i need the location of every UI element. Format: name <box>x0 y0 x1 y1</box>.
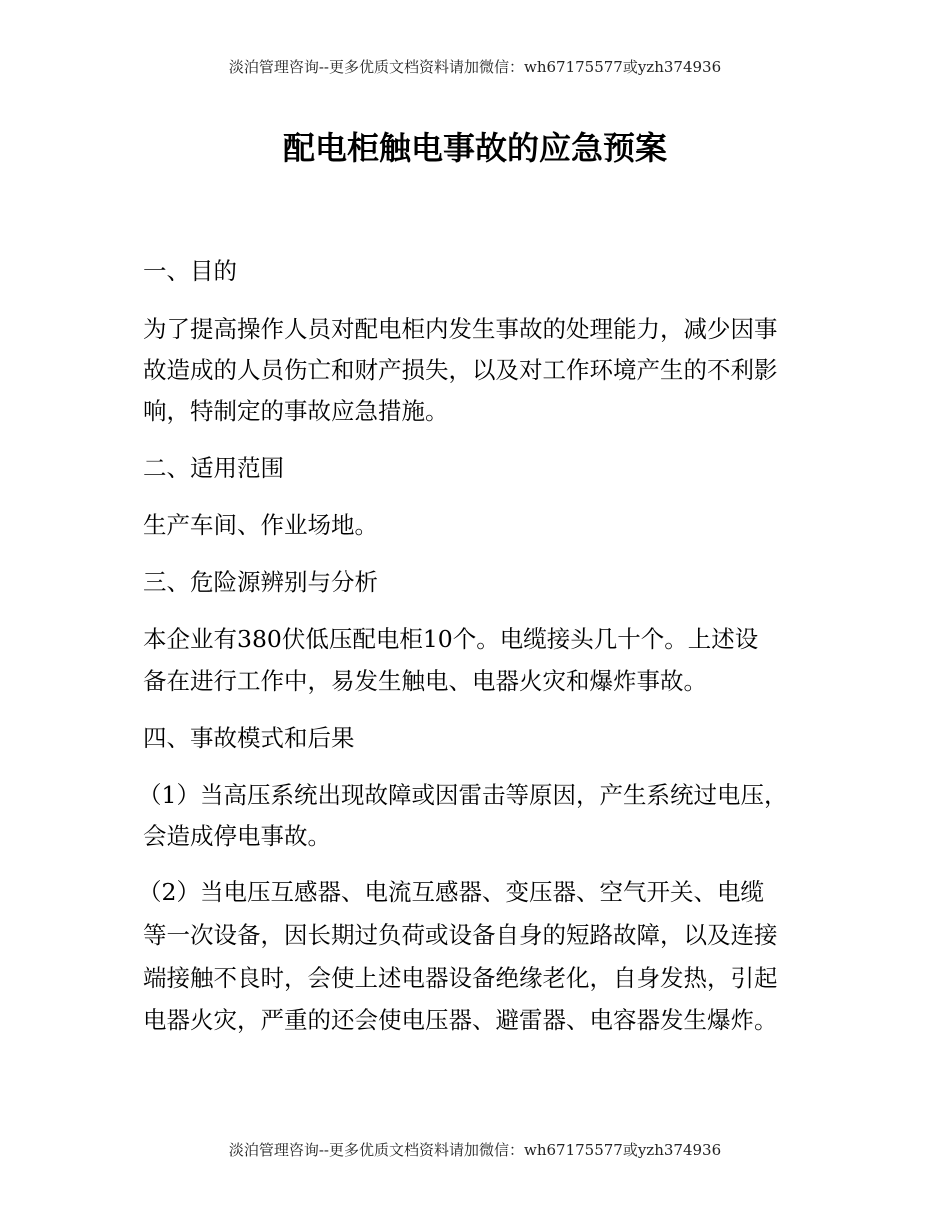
paragraph-line: 生产车间、作业场地。 <box>143 511 378 539</box>
section-heading-purpose: 一、目的 <box>143 257 237 285</box>
section-heading-hazard: 三、危险源辨别与分析 <box>143 568 378 596</box>
paragraph-line: 备在进行工作中，易发生触电、电器火灾和爆炸事故。 <box>143 667 707 695</box>
paragraph-line: 会造成停电事故。 <box>143 822 331 850</box>
paragraph-line: 电器火灾，严重的还会使电压器、避雷器、电容器发生爆炸。 <box>143 1006 778 1034</box>
section-heading-scope: 二、适用范围 <box>143 454 284 482</box>
paragraph-line: 端接触不良时，会使上述电器设备绝缘老化，自身发热，引起 <box>143 964 778 992</box>
document-title: 配电柜触电事故的应急预案 <box>282 129 667 167</box>
page-footer-watermark: 淡泊管理咨询--更多优质文档资料请加微信：wh67175577或yzh374936 <box>228 1141 722 1159</box>
paragraph-line: （2）当电压互感器、电流互感器、变压器、空气开关、电缆 <box>138 878 764 906</box>
page-header-watermark: 淡泊管理咨询--更多优质文档资料请加微信：wh67175577或yzh374936 <box>228 58 722 76</box>
paragraph-line: 本企业有380伏低压配电柜10个。电缆接头几十个。上述设 <box>143 625 759 653</box>
paragraph-line: 响，特制定的事故应急措施。 <box>143 397 449 425</box>
paragraph-line: 为了提高操作人员对配电柜内发生事故的处理能力，减少因事 <box>143 315 778 343</box>
paragraph-line: （1）当高压系统出现故障或因雷击等原因，产生系统过电压， <box>138 781 788 809</box>
paragraph-line: 等一次设备，因长期过负荷或设备自身的短路故障，以及连接 <box>143 921 778 949</box>
section-heading-consequences: 四、事故模式和后果 <box>143 724 355 752</box>
paragraph-line: 故造成的人员伤亡和财产损失，以及对工作环境产生的不利影 <box>143 356 778 384</box>
